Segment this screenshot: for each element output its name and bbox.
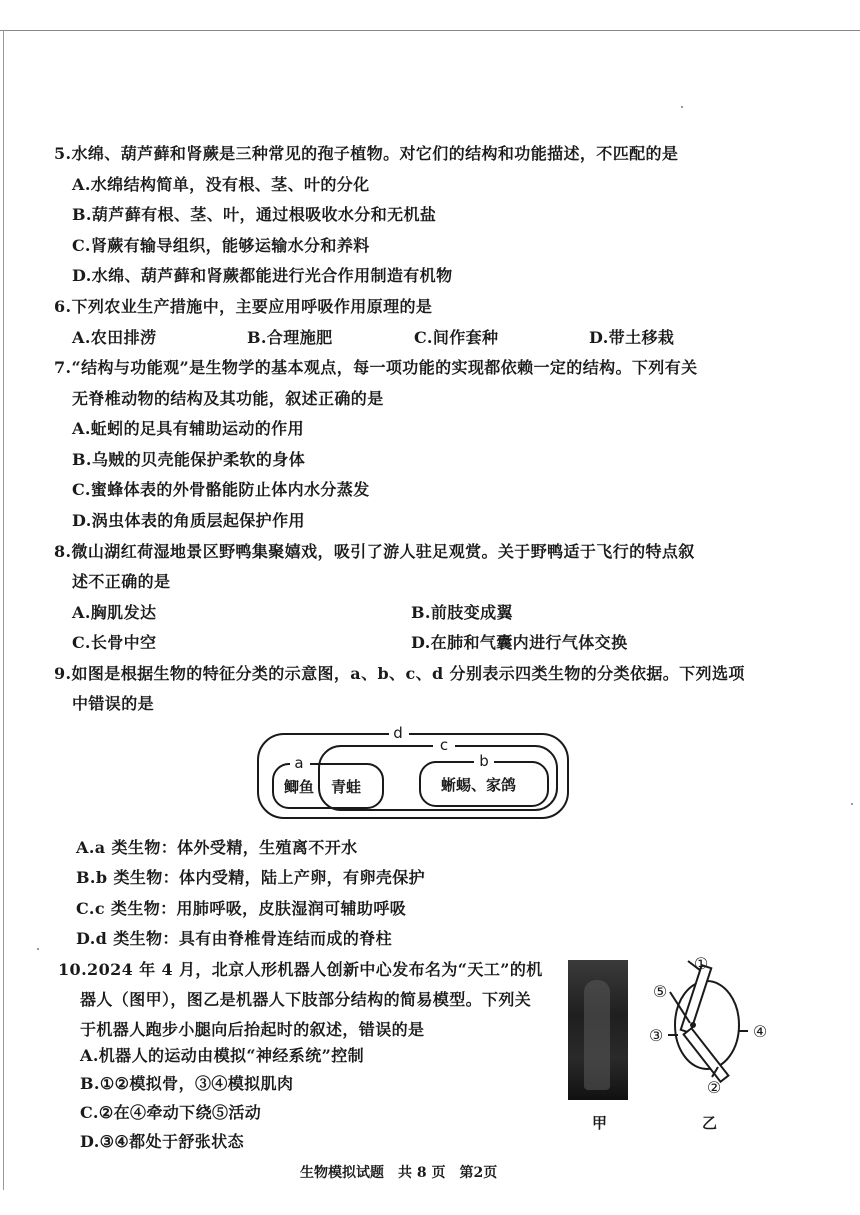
q7-option-c: C.蜜蜂体表的外骨骼能防止体内水分蒸发 xyxy=(72,480,370,499)
q10-option-b: B.①②模拟骨，③④模拟肌肉 xyxy=(80,1074,294,1093)
q6-option-c: C.间作套种 xyxy=(414,328,499,347)
robot-photo xyxy=(568,960,628,1100)
figure-caption-jia: 甲 xyxy=(592,1114,608,1132)
q7-option-d: D.涡虫体表的角质层起保护作用 xyxy=(72,511,305,530)
label-b: b xyxy=(479,752,489,770)
scan-speck xyxy=(851,803,853,805)
leg-model-diagram xyxy=(640,955,785,1105)
q9-option-a: A.a 类生物：体外受精，生殖离不开水 xyxy=(76,838,358,857)
scan-speck xyxy=(681,106,683,108)
q5-option-d: D.水绵、葫芦藓和肾蕨都能进行光合作用制造有机物 xyxy=(72,266,453,285)
q5-option-c: C.肾蕨有输导组织，能够运输水分和养料 xyxy=(72,236,370,255)
q6-stem: 6.下列农业生产措施中，主要应用呼吸作用原理的是 xyxy=(54,297,433,316)
q10-stem-line3: 于机器人跑步小腿向后抬起时的叙述，错误的是 xyxy=(80,1020,425,1039)
figure-caption-yi: 乙 xyxy=(702,1114,718,1132)
page-border-left xyxy=(3,30,4,1190)
organism-frog: 青蛙 xyxy=(331,778,362,796)
q7-option-a: A.蚯蚓的足具有辅助运动的作用 xyxy=(72,419,304,438)
organism-lizard-pigeon: 蜥蜴、家鸽 xyxy=(441,776,517,794)
scan-speck xyxy=(37,948,39,950)
q10-stem-line2: 器人（图甲），图乙是机器人下肢部分结构的简易模型。下列关 xyxy=(80,990,532,1009)
q8-option-b: B.前肢变成翼 xyxy=(411,603,513,622)
q9-option-d: D.d 类生物：具有由脊椎骨连结而成的脊柱 xyxy=(76,929,393,948)
q9-option-b: B.b 类生物：体内受精，陆上产卵，有卵壳保护 xyxy=(76,868,426,887)
label-4: ④ xyxy=(752,1022,768,1041)
q6-option-a: A.农田排涝 xyxy=(72,328,157,347)
label-a: a xyxy=(294,754,304,772)
q10-stem-line1: 10.2024 年 4 月，北京人形机器人创新中心发布名为“天工”的机 xyxy=(58,960,543,979)
q6-option-b: B.合理施肥 xyxy=(247,328,333,347)
page-border-top xyxy=(0,30,860,31)
joint-dot xyxy=(690,1022,696,1028)
q8-option-a: A.胸肌发达 xyxy=(72,603,157,622)
upper-bone xyxy=(681,965,712,1033)
q8-stem-line2: 述不正确的是 xyxy=(72,572,171,591)
classification-diagram xyxy=(255,722,575,822)
label-5: ⑤ xyxy=(652,982,668,1001)
organism-fish: 鲫鱼 xyxy=(284,778,315,796)
q5-option-b: B.葫芦藓有根、茎、叶，通过根吸收水分和无机盐 xyxy=(72,205,437,224)
q5-option-a: A.水绵结构简单，没有根、茎、叶的分化 xyxy=(72,175,370,194)
q9-option-c: C.c 类生物：用肺呼吸，皮肤湿润可辅助呼吸 xyxy=(76,899,407,918)
q10-option-d: D.③④都处于舒张状态 xyxy=(80,1132,244,1151)
q8-option-c: C.长骨中空 xyxy=(72,633,157,652)
page-footer: 生物模拟试题 共 8 页 第2页 xyxy=(300,1165,498,1181)
label-3: ③ xyxy=(648,1026,664,1045)
label-d: d xyxy=(393,724,403,742)
q5-stem: 5.水绵、葫芦藓和肾蕨是三种常见的孢子植物。对它们的结构和功能描述，不匹配的是 xyxy=(54,144,679,163)
q9-stem-line1: 9.如图是根据生物的特征分类的示意图，a、b、c、d 分别表示四类生物的分类依据。下列选项 xyxy=(54,664,745,683)
q8-option-d: D.在肺和气囊内进行气体交换 xyxy=(411,633,628,652)
label-c: c xyxy=(439,736,449,754)
q6-option-d: D.带土移栽 xyxy=(589,328,675,347)
q10-option-c: C.②在④牵动下绕⑤活动 xyxy=(80,1103,262,1122)
q9-stem-line2: 中错误的是 xyxy=(72,694,155,713)
q7-option-b: B.乌贼的贝壳能保护柔软的身体 xyxy=(72,450,306,469)
q10-option-a: A.机器人的运动由模拟“神经系统”控制 xyxy=(80,1046,364,1065)
label-2: ② xyxy=(706,1078,722,1097)
q8-stem-line1: 8.微山湖红荷湿地景区野鸭集聚嬉戏，吸引了游人驻足观赏。关于野鸭适于飞行的特点叙 xyxy=(54,542,695,561)
q7-stem-line1: 7.“结构与功能观”是生物学的基本观点，每一项功能的实现都依赖一定的结构。下列有关 xyxy=(54,358,698,377)
q7-stem-line2: 无脊椎动物的结构及其功能，叙述正确的是 xyxy=(72,389,384,408)
label-1: ① xyxy=(693,955,709,973)
lower-bone xyxy=(684,1028,729,1081)
